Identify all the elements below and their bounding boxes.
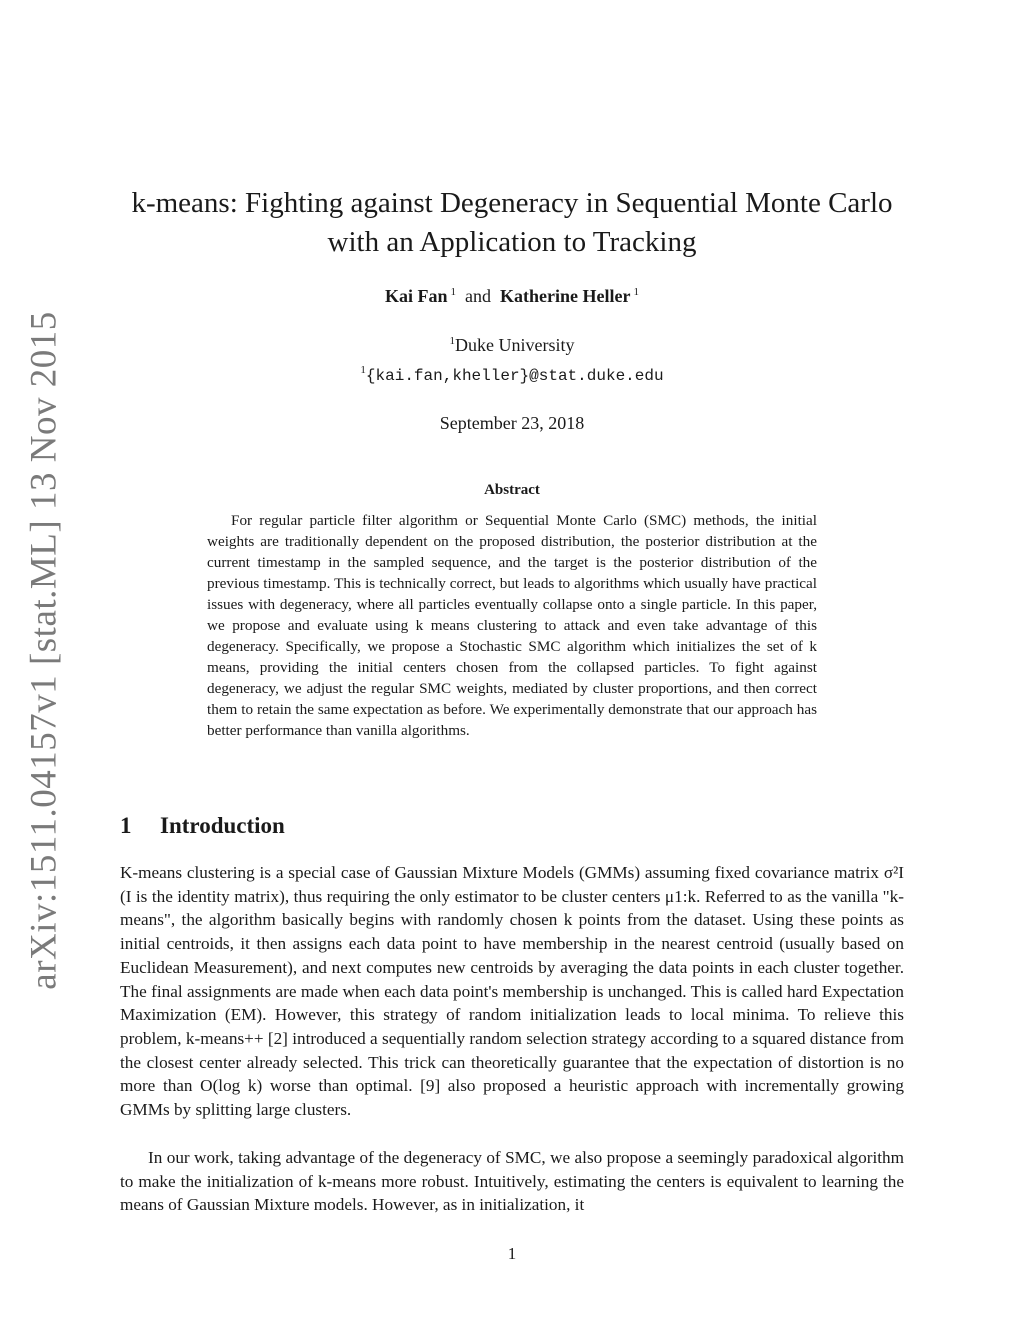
affiliation-mark: 1 <box>449 335 455 347</box>
author-list <box>100 286 924 307</box>
section-title: Introduction <box>160 813 285 838</box>
email-line <box>100 358 924 389</box>
author-name: Kai Fan <box>385 286 448 306</box>
arxiv-stamp <box>14 310 74 990</box>
arxiv-identifier: arXiv:1511.04157v1 [stat.ML] 13 Nov 2015 <box>23 310 65 990</box>
paper-title <box>100 184 924 262</box>
body-paragraph: K-means clustering is a special case of Gaussian Mixture Models (GMMs) assuming fixed covariance matrix σ²I (I is the identity matrix), thus requiring the only estimator to be cluster centers μ1:k. Referred to as the vanilla "k-means", the algorithm basically begins with randomly chosen k points from the dataset. Using these points as initial centroids, it then assigns each data point to have membership in the nearest centroid (usually based on Euclidean Measurement), and next computes new centroids by averaging the data points in each cluster together. The final assignments are made when each data point's membership is unchanged. This is called hard Expectation Maximization (EM). However, this strategy of random initialization leads to local minima. To relieve this problem, k-means++ [2] introduced a sequentially random selection strategy according to a squared distance from the closest center already selected. This trick can theoretically guarantee that the expectation of distortion is no more than O(log k) worse than optimal. [9] also proposed a heuristic approach with incrementally growing GMMs by splitting large clusters. <box>120 863 904 1120</box>
body-paragraph: In our work, taking advantage of the degeneracy of SMC, we also propose a seemingly paradoxical algorithm to make the initialization of k-means more robust. Intuitively, estimating the centers is equivalent to learning the means of Gaussian Mixture models. However, as in initialization, it <box>120 1148 904 1215</box>
author-affiliation-mark: 1 <box>450 286 457 298</box>
paper-date: September 23, 2018 <box>439 413 585 433</box>
section-number: 1 <box>120 813 132 838</box>
institution-name: Duke University <box>455 335 575 355</box>
email-address: {kai.fan,kheller}@stat.duke.edu <box>365 367 664 385</box>
abstract-heading: Abstract <box>484 482 540 498</box>
author-conjunction: and <box>465 286 492 306</box>
author-name: Katherine Heller <box>500 286 631 306</box>
author-affiliation-mark: 1 <box>633 286 639 298</box>
affiliation-block <box>100 329 924 389</box>
title-line-2: with an Application to Tracking <box>327 226 697 258</box>
abstract-text: For regular particle filter algorithm or Sequential Monte Carlo (SMC) methods, the initial weights are traditionally dependent on the proposed distribution, the posterior distribution at the current timestamp in the sampled sequence, and the target is the posterior distribution of the previous timestamp. This is technically correct, but leads to algorithms which usually have practical issues with degeneracy, where all particles eventually collapse onto a single particle. In this paper, we propose and evaluate using k means clustering to attack and even take advantage of this degeneracy. Specifically, we propose a Stochastic SMC algorithm which initializes the set of k means, providing the initial centers chosen from the collapsed particles. To fight against degeneracy, we adjust the regular SMC weights, mediated by cluster proportions, and then correct them to retain the same expectation as before. We experimentally demonstrate that our approach has better performance than vanilla algorithms. <box>207 512 817 739</box>
section-heading <box>120 813 285 839</box>
page-number: 1 <box>507 1244 517 1263</box>
title-line-1: k-means: Fighting against Degeneracy in Sequential Monte Carlo <box>131 187 893 219</box>
affiliation-mark: 1 <box>360 364 366 376</box>
institution-line <box>100 329 924 358</box>
